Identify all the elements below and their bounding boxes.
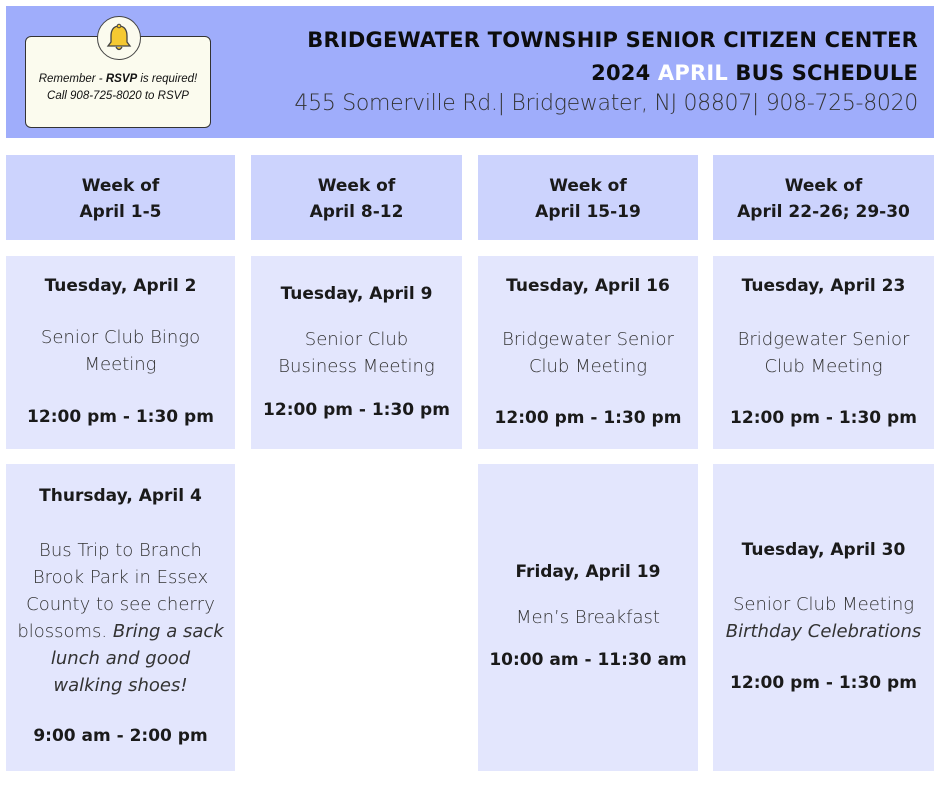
desc-line: Club Meeting — [764, 356, 883, 377]
event-card-april-9 — [251, 256, 462, 449]
desc-line: Senior Club Meeting — [732, 594, 915, 615]
desc-line — [6, 618, 235, 645]
schedule-month: APRIL — [657, 61, 728, 85]
event-card-april-16 — [478, 256, 698, 449]
event-card-april-23 — [713, 256, 934, 449]
rsvp-reminder-text — [26, 73, 210, 85]
event-description — [6, 324, 235, 378]
event-card-april-2 — [6, 256, 235, 449]
event-description — [6, 537, 235, 699]
event-day: Tuesday, April 9 — [280, 284, 433, 304]
desc-line: County to see cherry — [26, 594, 215, 615]
desc-line: Bridgewater Senior — [737, 329, 910, 350]
event-card-april-19 — [478, 464, 698, 771]
week-header-4 — [713, 155, 934, 240]
rsvp-text-bold: RSVP — [105, 73, 138, 85]
week-range: April 22-26; 29-30 — [737, 202, 910, 222]
week-label: Week of — [784, 176, 863, 196]
event-time: 12:00 pm - 1:30 pm — [730, 408, 917, 428]
event-time: 12:00 pm - 1:30 pm — [494, 408, 682, 428]
desc-line: Meeting — [84, 354, 157, 375]
event-day: Tuesday, April 30 — [741, 540, 906, 560]
desc-line: Bridgewater Senior — [502, 329, 674, 350]
desc-line: Brook Park in Essex — [32, 567, 209, 588]
week-range: April 1-5 — [79, 202, 162, 222]
week-range: April 15-19 — [535, 202, 641, 222]
event-card-april-30 — [713, 464, 934, 771]
desc-line: Business Meeting — [278, 356, 435, 377]
rsvp-text-c: is required! — [137, 73, 198, 85]
desc-line: Birthday Celebrations — [725, 621, 922, 642]
week-header-1 — [6, 155, 235, 240]
desc-line: Club Meeting — [528, 356, 648, 377]
week-header-2 — [251, 155, 462, 240]
event-description — [478, 326, 698, 380]
desc-text: blossoms. — [17, 621, 113, 642]
desc-line: Senior Club — [304, 329, 409, 350]
center-address: 455 Somerville Rd.| Bridgewater, NJ 08807| 908-725-8020 — [294, 91, 918, 116]
center-title: BRIDGEWATER TOWNSHIP SENIOR CITIZEN CENTER — [307, 28, 918, 52]
event-time: 12:00 pm - 1:30 pm — [27, 407, 214, 427]
rsvp-phone-text: Call 908-725-8020 to RSVP — [47, 90, 189, 102]
event-description — [713, 591, 934, 645]
desc-line: Senior Club Bingo — [40, 327, 201, 348]
schedule-suffix: BUS SCHEDULE — [727, 61, 918, 85]
schedule-title — [591, 61, 918, 85]
event-description — [251, 326, 462, 380]
event-description — [713, 326, 934, 380]
event-day: Thursday, April 4 — [39, 486, 202, 506]
event-time: 9:00 am - 2:00 pm — [33, 726, 208, 746]
bell-icon — [97, 16, 141, 60]
week-label: Week of — [81, 176, 160, 196]
week-range: April 8-12 — [309, 202, 404, 222]
event-time: 12:00 pm - 1:30 pm — [263, 400, 450, 420]
desc-line: lunch and good — [50, 648, 191, 669]
header-banner — [6, 6, 934, 138]
desc-line: Bus Trip to Branch — [39, 540, 202, 561]
rsvp-text-a: Remember - — [38, 73, 106, 85]
event-description — [478, 604, 698, 631]
event-day: Tuesday, April 16 — [506, 276, 670, 296]
schedule-year: 2024 — [591, 61, 658, 85]
desc-line: walking shoes! — [53, 675, 188, 696]
desc-line: Men’s Breakfast — [516, 607, 660, 628]
week-header-3 — [478, 155, 698, 240]
event-time: 12:00 pm - 1:30 pm — [730, 673, 917, 693]
event-time: 10:00 am - 11:30 am — [489, 650, 687, 670]
desc-text-italic: Bring a sack — [112, 621, 224, 642]
event-day: Friday, April 19 — [515, 562, 661, 582]
event-day: Tuesday, April 2 — [44, 276, 197, 296]
week-label: Week of — [549, 176, 627, 196]
event-day: Tuesday, April 23 — [741, 276, 906, 296]
event-card-april-4 — [6, 464, 235, 771]
week-label: Week of — [317, 176, 396, 196]
